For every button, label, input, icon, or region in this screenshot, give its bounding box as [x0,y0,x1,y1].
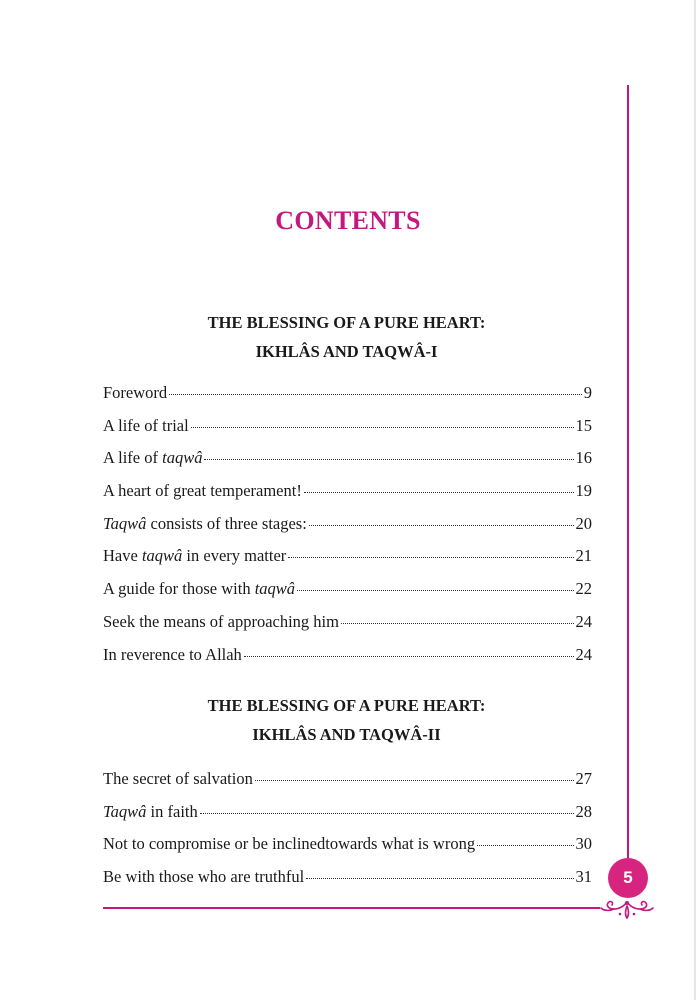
toc-entry-label [103,448,202,468]
toc-label-italic: Taqwâ [103,513,147,533]
toc-label-text: Foreword [103,383,168,402]
toc-page-number: 20 [575,513,592,533]
toc-label-text: A life of trial [103,415,189,435]
section-heading-1 [103,308,590,366]
toc-page-number: 24 [575,644,592,664]
toc-list-1 [103,383,592,677]
toc-page-number: 21 [575,546,592,566]
toc-page-number: 9 [583,383,592,402]
dot-leader [304,491,574,493]
bottom-rule [103,907,600,909]
section-heading-2 [103,691,590,749]
dot-leader [297,589,573,591]
toc-label-text: The secret of salvation [103,769,253,788]
dot-leader [204,458,573,460]
toc-label-text: In reverence to Allah [103,644,242,664]
toc-entry [103,645,592,678]
toc-page-number: 16 [575,448,592,468]
dot-leader [341,622,574,624]
toc-label-italic: Taqwâ [103,801,147,821]
dot-leader [169,393,582,395]
toc-label-text: Have [103,546,142,566]
toc-entry-label [103,612,339,632]
toc-entry [103,867,592,900]
toc-page-number: 15 [575,415,592,435]
page-number-badge: 5 [608,858,648,898]
toc-entry [103,546,592,579]
toc-entry-label [103,769,253,789]
toc-label-text: consists of three stages: [146,513,307,533]
section-heading-line1: THE BLESSING OF A PURE HEART: [207,696,486,715]
floral-flourish-icon [598,896,656,920]
toc-entry-label [103,383,167,403]
dot-leader [244,655,574,657]
toc-entry-label [103,645,242,665]
toc-entry-label [103,834,475,854]
toc-page-number: 19 [575,481,592,501]
dot-leader [191,426,574,428]
toc-page-number: 28 [575,801,592,821]
toc-label-italic: taqwâ [254,579,296,599]
toc-entry [103,802,592,835]
toc-entry [103,612,592,645]
toc-entry [103,834,592,867]
page-title: CONTENTS [275,206,421,235]
toc-list-2 [103,769,592,900]
toc-page-number: 24 [575,611,592,631]
toc-entry [103,769,592,802]
dot-leader [200,812,574,814]
toc-entry [103,383,592,416]
toc-page-number: 31 [575,867,592,887]
toc-entry-label [103,802,198,822]
toc-page-number: 27 [575,769,592,788]
toc-label-text: A guide for those with [103,579,255,599]
toc-label-text: Seek the means of approaching him [103,611,339,631]
dot-leader [288,556,573,558]
section-heading-line2: IKHLÂS AND TAQWÂ-I [255,342,438,361]
toc-label-text: in every matter [182,546,287,566]
toc-label-text: in faith [146,801,198,821]
toc-entry [103,481,592,514]
section-heading-line2: IKHLÂS AND TAQWÂ-II [252,725,441,744]
toc-entry-label [103,867,304,887]
dot-leader [306,877,573,879]
toc-label-italic: taqwâ [141,546,183,566]
toc-entry [103,416,592,449]
toc-page-number: 30 [575,834,592,854]
toc-label-text: A life of [103,448,163,468]
toc-entry [103,448,592,481]
toc-label-text: Not to compromise or be inclinedtowards what is wrong [103,834,476,854]
vertical-rule [627,85,629,863]
toc-label-italic: taqwâ [162,448,203,468]
toc-label-text: Be with those who are truthful [103,867,305,887]
dot-leader [477,844,573,846]
section-heading-line1: THE BLESSING OF A PURE HEART: [207,313,486,332]
toc-entry-label [103,579,295,599]
toc-entry-label [103,416,189,436]
toc-entry-label [103,546,286,566]
toc-entry-label [103,514,307,534]
toc-entry [103,579,592,612]
toc-label-text: A heart of great temperament! [103,481,302,501]
toc-entry-label [103,481,302,501]
toc-entry [103,514,592,547]
toc-page-number: 22 [575,579,592,599]
dot-leader [309,524,574,526]
dot-leader [255,779,574,781]
